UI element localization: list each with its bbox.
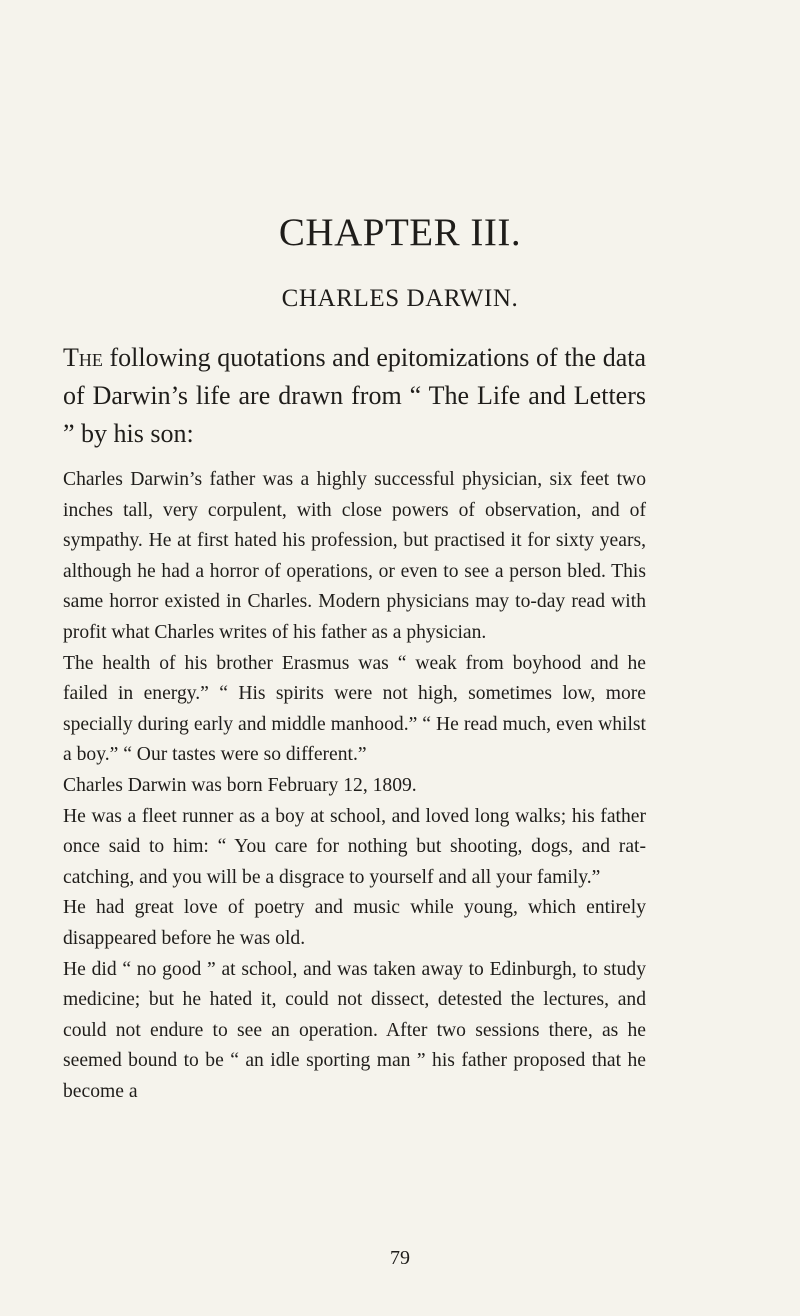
chapter-heading: CHAPTER III. — [278, 211, 522, 254]
paragraph-birth: Charles Darwin was born February 12, 1809. — [63, 774, 417, 796]
paragraph-erasmus: The health of his brother Erasmus was “ weak from boyhood and he failed in energy.” “ His spirits were not high, sometimes low, more specially during early and middle manhood.” “ He read much, even whilst a boy.” “ Our tastes were so different.” — [63, 652, 646, 766]
body-text — [63, 465, 646, 1107]
intro-paragraph — [63, 339, 646, 453]
intro-lead-word: The — [63, 343, 103, 372]
paragraph-boyhood: He was a fleet runner as a boy at school, and loved long walks; his father once said to him: “ You care for nothing but shooting, dogs, and rat-catching, and you will be a disgrace to yourself and all your family.” — [63, 805, 646, 888]
intro-text: following quotations and epitomizations of the data of Darwin’s life are drawn from “ The Life and Letters ” by his son: — [63, 343, 646, 448]
paragraph-poetry: He had great love of poetry and music while young, which entirely disappeared before he was old. — [63, 897, 646, 949]
paragraph-father: Charles Darwin’s father was a highly successful physician, six feet two inches tall, very corpulent, with close powers of observation, and of sympathy. He at first hated his profession, but practised it for sixty years, although he had a horror of operations, or even to see a person bled. This same horror existed in Charles. Modern physicians may to-day read with profit what Charles writes of his father as a physician. — [63, 469, 646, 643]
chapter-title: CHARLES DARWIN. — [281, 285, 519, 312]
page-number: 79 — [390, 1247, 410, 1269]
paragraph-edinburgh: He did “ no good ” at school, and was taken away to Edinburgh, to study medicine; but he hated it, could not dissect, detested the lectures, and could not endure to see an operation. After two sessions there, as he seemed bound to be “ an idle sporting man ” his father proposed that he become a — [63, 958, 646, 1102]
